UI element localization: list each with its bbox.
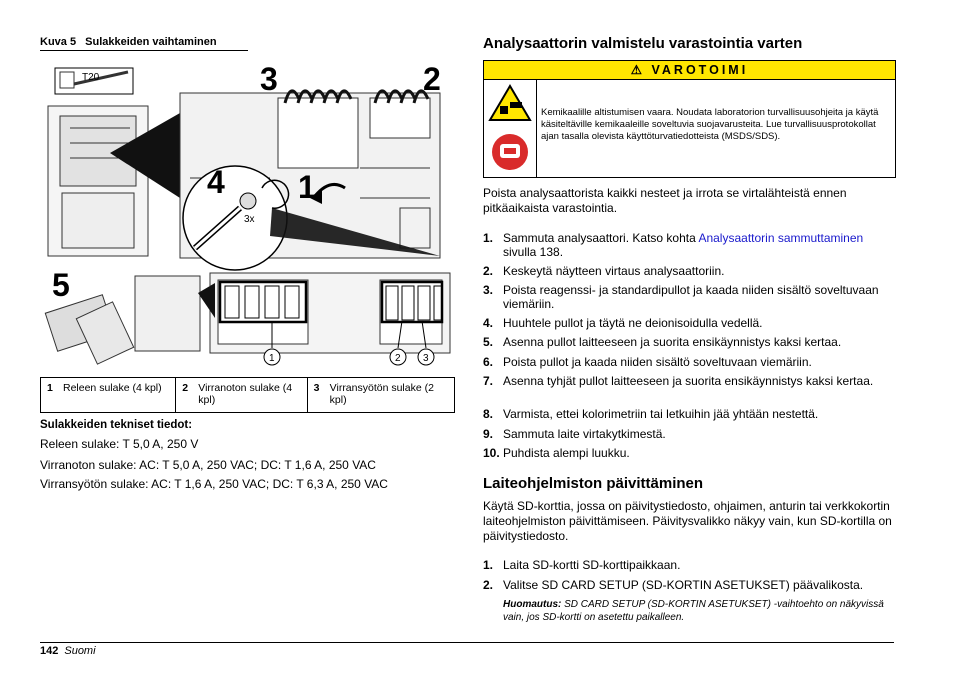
list-item	[483, 407, 893, 421]
figure-caption-label: Kuva 5	[40, 36, 77, 48]
step-number: 3.	[483, 283, 494, 297]
protective-equipment-icon	[492, 134, 528, 170]
warning-icons	[484, 80, 537, 177]
step-text: Valitse SD CARD SETUP (SD-KORTIN ASETUKSET) päävalikosta.	[503, 578, 864, 592]
step-text-part: sivulla 138.	[503, 245, 564, 259]
step-number: 10.	[483, 446, 500, 460]
spec-line: Releen sulake: T 5,0 A, 250 V	[40, 437, 199, 451]
step-text: Sammuta laite virtakytkimestä.	[503, 427, 666, 441]
footer	[40, 645, 96, 657]
step-text: Poista pullot ja kaada niiden sisältö soveltuvaan viemäriin.	[503, 355, 812, 369]
list-item	[483, 231, 893, 259]
warning-title: VAROTOIMI	[651, 63, 749, 77]
figure-legend-table	[40, 377, 455, 413]
step-number: 6.	[483, 355, 494, 369]
list-item	[483, 316, 893, 330]
legend-text: Virransyötön sulake (2 kpl)	[329, 382, 434, 406]
step-number: 8.	[483, 407, 494, 421]
firmware-note	[503, 598, 893, 624]
step-text: Poista reagenssi- ja standardipullot ja kaada niiden sisältö soveltuvaan viemäriin.	[503, 283, 879, 311]
step-text: Asenna tyhjät pullot laitteeseen ja suorita ensikäynnistys kaksi kertaa.	[503, 374, 874, 388]
list-item	[483, 558, 893, 572]
shutdown-link[interactable]: Analysaattorin sammuttaminen	[698, 231, 864, 245]
step-number-5: 5	[52, 267, 70, 303]
spec-line: Virransyötön sulake: AC: T 1,6 A, 250 VAC; DC: T 6,3 A, 250 VAC	[40, 477, 388, 491]
step-number: 1.	[483, 231, 494, 245]
note-text: SD CARD SETUP (SD-KORTIN ASETUKSET) -vaihtoehto on näkyvissä vain, jos SD-kortti on asetettu paikalleen.	[503, 599, 884, 623]
fuse-replacement-illustration	[40, 58, 455, 376]
step-number: 5.	[483, 335, 494, 349]
warning-bar	[484, 61, 895, 80]
step-number-2: 2	[423, 61, 441, 97]
step-number-4: 4	[207, 164, 225, 200]
list-item	[483, 335, 893, 349]
warning-triangle-icon: ⚠	[630, 63, 646, 77]
footer-divider	[40, 642, 894, 643]
step-number: 4.	[483, 316, 494, 330]
figure-caption-title: Sulakkeiden vaihtaminen	[85, 36, 217, 48]
legend-cell	[41, 378, 176, 413]
list-item	[483, 578, 893, 592]
step-number: 2.	[483, 264, 494, 278]
screw-count: 3x	[244, 214, 255, 225]
footer-language: Suomi	[64, 645, 96, 657]
legend-text: Releen sulake (4 kpl)	[63, 382, 162, 394]
step-text: Asenna pullot laitteeseen ja suorita ensikäynnistys kaksi kertaa.	[503, 335, 842, 349]
list-item	[483, 264, 893, 278]
step-text: Puhdista alempi luukku.	[503, 446, 630, 460]
legend-num: 1	[47, 382, 53, 394]
callout-2: 2	[395, 353, 401, 364]
legend-text: Virranoton sulake (4 kpl)	[198, 382, 293, 406]
step-number-1: 1	[298, 169, 316, 205]
note-label: Huomautus:	[503, 599, 562, 610]
list-item	[483, 283, 893, 311]
step-number-3: 3	[260, 61, 278, 97]
page-number: 142	[40, 645, 59, 657]
legend-num: 2	[182, 382, 189, 394]
list-item	[483, 427, 893, 441]
list-item	[483, 355, 893, 369]
list-item	[483, 446, 893, 460]
storage-intro: Poista analysaattorista kaikki nesteet ja irrota se virtalähteistä ennen pitkäaikaista varastointia.	[483, 186, 847, 215]
step-text: Varmista, ettei kolorimetriin tai letkuihin jää yhtään nestettä.	[503, 407, 819, 421]
callout-1: 1	[269, 353, 275, 364]
legend-num: 3	[313, 382, 320, 394]
specs-heading: Sulakkeiden tekniset tiedot:	[40, 419, 193, 431]
warning-box	[483, 60, 896, 178]
chemical-hazard-icon	[490, 86, 530, 120]
firmware-intro: Käytä SD-korttia, jossa on päivitystiedosto, ohjaimen, anturin tai verkkokortin laiteohjelmiston päivittämiseen. Päivitysvalikko näkyy vain, kun SD-kortilla on päivitystiedosto.	[483, 499, 892, 543]
small-panel	[135, 276, 200, 351]
list-item	[483, 374, 893, 388]
step-text: Laita SD-kortti SD-korttipaikkaan.	[503, 558, 681, 572]
step-text	[503, 231, 893, 259]
callout-3: 3	[423, 353, 429, 364]
legend-cell	[307, 378, 454, 413]
tool-label: T20	[82, 72, 100, 83]
step-number: 7.	[483, 374, 494, 388]
step-number: 2.	[483, 578, 494, 592]
warning-text: Kemikaalille altistumisen vaara. Noudata laboratorion turvallisuusohjeita ja käytä käsiteltäville kemikaaleille soveltuvia suojavarusteita. Lue turvallisuusprotokollat ajan tasalla olevista käyttöturvatiedotteista (MSDS/SDS).	[541, 107, 879, 142]
step-text-part: Sammuta analysaattori. Katso kohta	[503, 231, 699, 245]
step-number: 1.	[483, 558, 494, 572]
step-number: 9.	[483, 427, 494, 441]
legend-cell	[176, 378, 307, 413]
figure-caption	[40, 36, 248, 51]
step-text: Huuhtele pullot ja täytä ne deionisoidulla vedellä.	[503, 316, 763, 330]
step-text: Keskeytä näytteen virtaus analysaattoriin.	[503, 264, 725, 278]
spec-line: Virranoton sulake: AC: T 5,0 A, 250 VAC; DC: T 1,6 A, 250 VAC	[40, 458, 376, 472]
firmware-heading: Laiteohjelmiston päivittäminen	[483, 475, 704, 492]
storage-heading: Analysaattorin valmistelu varastointia varten	[483, 35, 803, 52]
